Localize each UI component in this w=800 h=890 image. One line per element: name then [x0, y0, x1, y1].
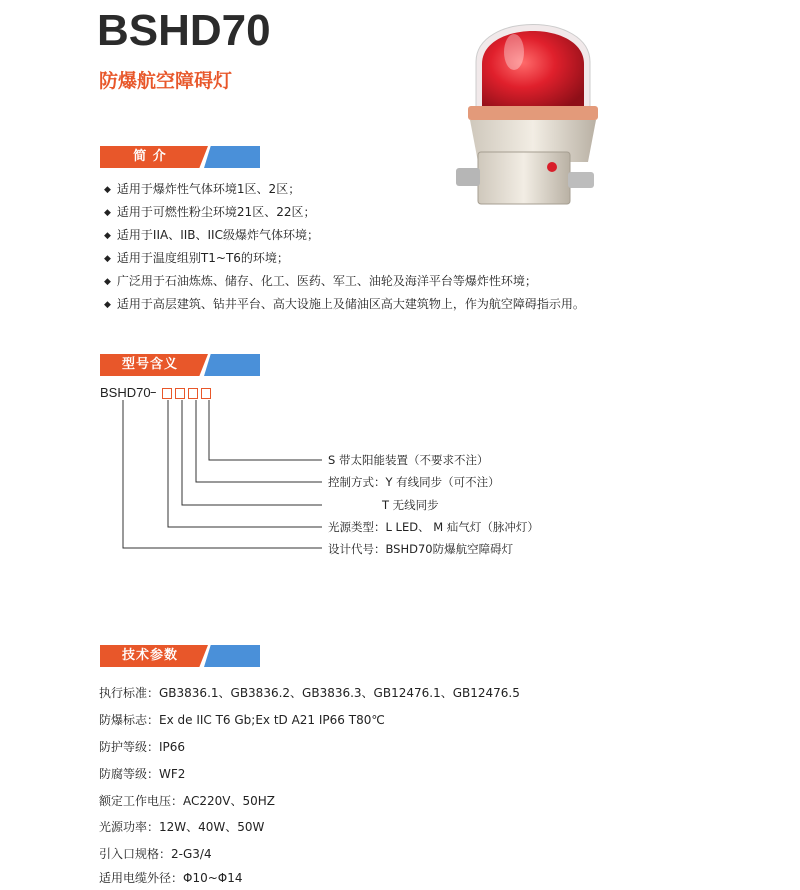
param-standard: 执行标准：GB3836.1、GB3836.2、GB3836.3、GB12476.1、GB12476.5 — [99, 686, 520, 700]
list-item: ◆ 适用于IIA、IIB、IIC级爆炸气体环境； — [104, 228, 319, 242]
leader-line-design — [123, 400, 322, 548]
annotation-design-code: 设计代号：BSHD70防爆航空障碍灯 — [328, 542, 514, 556]
list-item: ◆ 适用于高层建筑、钻井平台、高大设施上及储油区高大建筑物上，作为航空障碍指示用。 — [104, 297, 585, 311]
model-code: BSHD70 — [100, 385, 151, 400]
params-section-title: 技术参数 — [121, 648, 178, 663]
param-voltage: 额定工作电压：AC220V、50HZ — [99, 794, 276, 808]
list-item: ◆ 适用于温度组别T1~T6的环境； — [104, 251, 289, 265]
diamond-bullet-icon: ◆ — [104, 231, 111, 241]
leader-line-light — [168, 400, 322, 527]
list-item: ◆ 适用于可燃性粉尘环境21区、22区； — [104, 205, 316, 219]
diamond-bullet-icon: ◆ — [104, 208, 111, 218]
diamond-bullet-icon: ◆ — [104, 185, 111, 195]
leader-line-source — [182, 400, 322, 505]
annotation-light-source: 光源类型：L LED、 M 疝气灯（脉冲灯） — [328, 520, 539, 534]
param-power: 光源功率：12W、40W、50W — [99, 820, 265, 834]
annotation-wireless: T 无线同步 — [382, 498, 439, 512]
annotation-control: 控制方式：Y 有线同步（可不注） — [328, 475, 500, 489]
product-name: 防爆航空障碍灯 — [99, 70, 233, 92]
param-inlet: 引入口规格：2-G3/4 — [99, 847, 212, 861]
model-dash: – — [150, 385, 157, 400]
model-section-title: 型号含义 — [121, 357, 178, 372]
diamond-bullet-icon: ◆ — [104, 300, 111, 310]
intro-section-title: 简 介 — [133, 149, 167, 164]
list-item: ◆ 适用于爆炸性气体环境1区、2区； — [104, 182, 301, 196]
param-anticorrosion: 防腐等级：WF2 — [99, 767, 186, 781]
product-model-title: BSHD70 — [97, 6, 271, 55]
diamond-bullet-icon: ◆ — [104, 254, 111, 264]
param-ip-rating: 防护等级：IP66 — [99, 740, 186, 754]
list-item: ◆ 广泛用于石油炼炼、储存、化工、医药、军工、油轮及海洋平台等爆炸性环境； — [104, 274, 537, 288]
annotation-solar: S 带太阳能装置（不要求不注） — [328, 453, 489, 467]
param-ex-mark: 防爆标志：Ex de IIC T6 Gb;Ex tD A21 IP66 T80℃ — [99, 713, 385, 727]
diamond-bullet-icon: ◆ — [104, 277, 111, 287]
params-section-header — [100, 645, 260, 667]
leader-line-control — [196, 400, 322, 482]
param-cable-diameter: 适用电缆外径：Φ10~Φ14 — [99, 871, 243, 885]
leader-line-s — [209, 400, 322, 460]
